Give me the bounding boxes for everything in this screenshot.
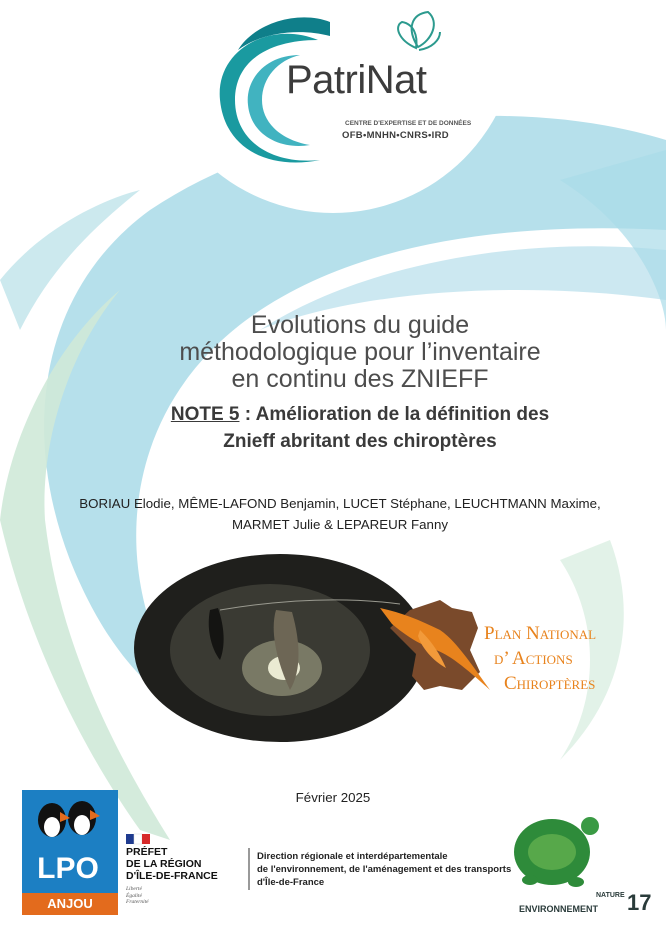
title-line-1: Evolutions du guide [250, 311, 470, 339]
prefet-line-2: DE LA RÉGION [126, 858, 202, 870]
lpo-subtitle: ANJOU [22, 893, 118, 915]
pna-logo-text [484, 621, 614, 696]
driea-line-2: de l'environnement, de l'aménagement et des transports [257, 864, 512, 875]
environnement-word: ENVIRONNEMENT [519, 904, 599, 914]
pna-line-1: Plan National [484, 623, 597, 644]
prefet-text [126, 846, 218, 882]
authors-line-2: MARMET Julie & LEPAREUR Fanny [231, 517, 449, 532]
prefet-line-1: PRÉFET [126, 846, 168, 858]
motto-2: Égalité [126, 892, 142, 899]
driea-line-1: Direction régionale et interdépartementale [257, 851, 448, 862]
note-line-1: Amélioration de la définition des [255, 404, 550, 425]
lpo-name: LPO [37, 852, 99, 885]
publication-date: Février 2025 [295, 790, 371, 805]
nature-env-number: 17 [627, 890, 652, 915]
motto-3: Fraternité [126, 899, 149, 905]
republic-motto [126, 886, 149, 906]
note-separator: : [239, 404, 256, 425]
driea-text [257, 850, 511, 889]
patrinat-partners: OFB•MNHN•CNRS•IRD [342, 130, 449, 141]
french-flag-icon [126, 834, 150, 844]
turtle-icon [514, 817, 599, 887]
document-title [60, 312, 660, 455]
pna-line-3: Chiroptères [504, 673, 596, 694]
bat-cave-photo [134, 554, 426, 742]
prefet-line-3: D'ÎLE-DE-FRANCE [126, 870, 218, 882]
note-heading [60, 401, 660, 428]
background-swirl-right [560, 150, 666, 330]
patrinat-wordmark: PatriNat [286, 58, 427, 102]
nature-word: NATURE [596, 892, 625, 899]
title-line-2: méthodologique pour l’inventaire [179, 338, 541, 366]
patrinat-subtitle: CENTRE D'EXPERTISE ET DE DONNÉES [345, 120, 472, 127]
pna-line-2: d’ Actions [494, 648, 573, 669]
authors [60, 493, 620, 535]
title-line-3: en continu des ZNIEFF [231, 365, 489, 393]
motto-1: Liberté [126, 886, 142, 892]
authors-line-1: BORIAU Elodie, MÊME-LAFOND Benjamin, LUCET Stéphane, LEUCHTMANN Maxime, [79, 496, 601, 511]
note-line-2: Znieff abritant des chiroptères [223, 431, 497, 452]
driea-line-3: d'Île-de-France [257, 877, 325, 888]
note-label: NOTE 5 [170, 404, 240, 425]
